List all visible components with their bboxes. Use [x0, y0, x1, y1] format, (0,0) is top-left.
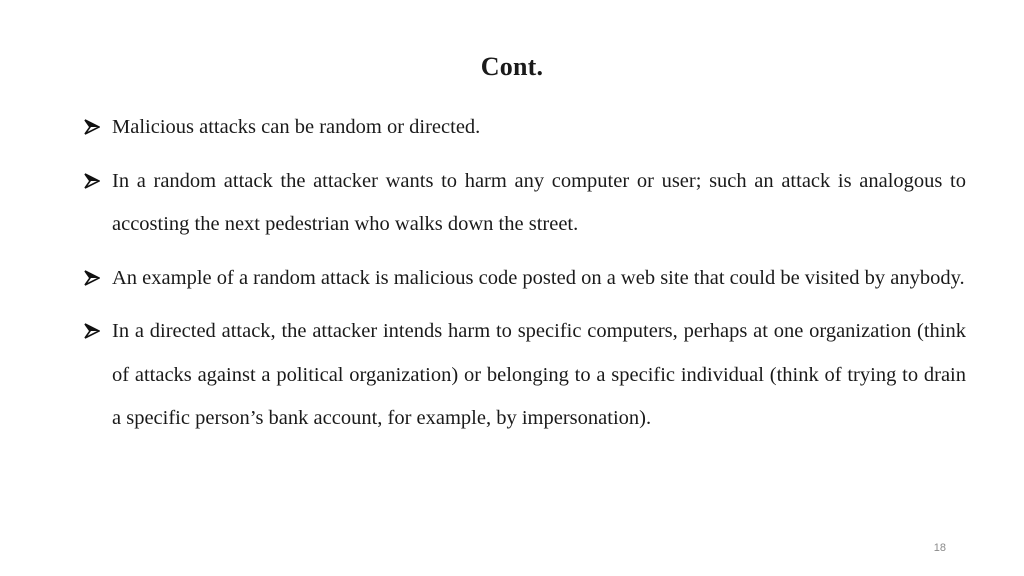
bullet-text: An example of a random attack is malicious code posted on a web site that could be visited by anybody. [112, 266, 965, 289]
list-item [84, 106, 966, 150]
bullet-text: In a directed attack, the attacker intends harm to specific computers, perhaps at one organization (think of attacks against a political organization) or belonging to a specific individual (think of trying to drain a specific person’s bank account, for example, by impersonation). [112, 320, 966, 429]
slide-title: Cont. [480, 52, 544, 81]
arrowhead-bullet-icon [84, 119, 100, 135]
list-item [84, 310, 966, 441]
bullet-list [84, 106, 966, 451]
arrowhead-bullet-icon [84, 173, 100, 189]
arrowhead-bullet-icon [84, 323, 100, 339]
bullet-text: In a random attack the attacker wants to harm any computer or user; such an attack is analogous to accosting the next pedestrian who walks down the street. [112, 169, 966, 235]
page-number: 18 [933, 542, 946, 554]
bullet-text: Malicious attacks can be random or directed. [112, 116, 481, 138]
list-item [84, 257, 966, 301]
list-item [84, 160, 966, 247]
arrowhead-bullet-icon [84, 270, 100, 286]
